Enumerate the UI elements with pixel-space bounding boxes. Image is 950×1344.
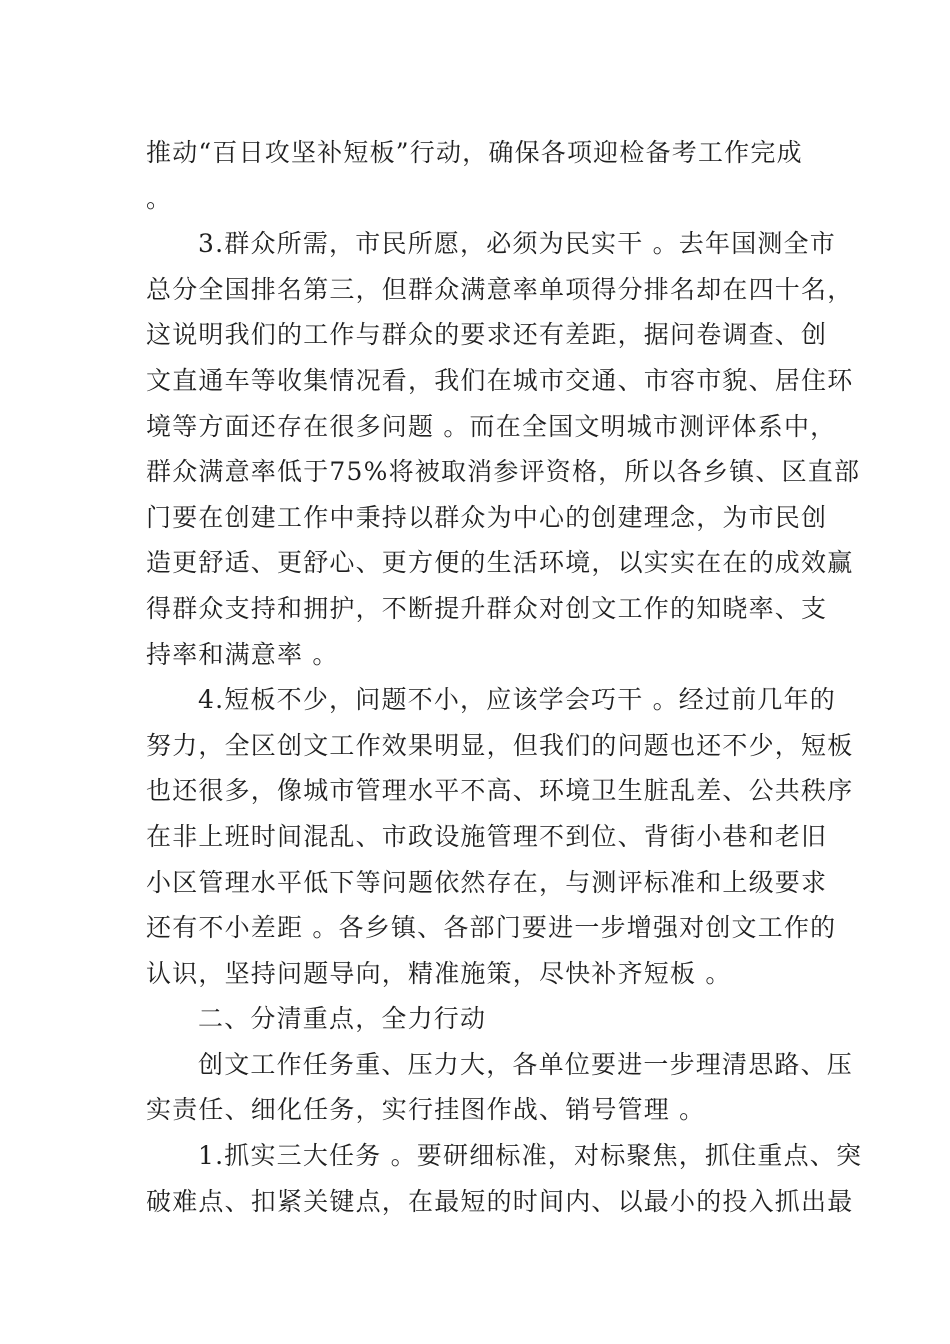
text-line: 门要在创建工作中秉持以群众为中心的创建理念，为市民创 <box>146 502 828 532</box>
text-line: 群众满意率低于75%将被取消参评资格，所以各乡镇、区直部 <box>146 457 861 487</box>
section-heading: 二、分清重点，全力行动 <box>198 1004 487 1034</box>
text-line: 实责任、细化任务，实行挂图作战、销号管理 。 <box>146 1095 706 1125</box>
text-line: 得群众支持和拥护，不断提升群众对创文工作的知晓率、支 <box>146 593 828 623</box>
text-line: 小区管理水平低下等问题依然存在，与测评标准和上级要求 <box>146 867 828 897</box>
text-line: 造更舒适、更舒心、更方便的生活环境，以实实在在的成效赢 <box>146 548 854 578</box>
text-line: 创文工作任务重、压力大，各单位要进一步理清思路、压 <box>198 1049 854 1079</box>
text-line: 1.抓实三大任务 。要研细标准，对标聚焦，抓住重点、突 <box>198 1141 863 1171</box>
text-line: 破难点、扣紧关键点，在最短的时间内、以最小的投入抓出最 <box>146 1186 854 1216</box>
text-line: 4.短板不少，问题不小，应该学会巧干 。经过前几年的 <box>198 685 837 715</box>
text-line: 还有不小差距 。各乡镇、各部门要进一步增强对创文工作的 <box>146 913 837 943</box>
text-line: 也还很多，像城市管理水平不高、环境卫生脏乱差、公共秩序 <box>146 776 854 806</box>
text-line: 在非上班时间混乱、市政设施管理不到位、背街小巷和老旧 <box>146 821 828 851</box>
text-line: 境等方面还存在很多问题 。而在全国文明城市测评体系中， <box>146 411 837 441</box>
document-body <box>146 130 863 1224</box>
text-line: 持率和满意率 。 <box>146 639 339 669</box>
text-line: 总分全国排名第三，但群众满意率单项得分排名却在四十名， <box>146 274 854 304</box>
text-line: 认识，坚持问题导向，精准施策，尽快补齐短板 。 <box>146 958 732 988</box>
text-line: 3.群众所需，市民所愿，必须为民实干 。去年国测全市 <box>198 229 837 259</box>
text-line: 文直通车等收集情况看，我们在城市交通、市容市貌、居住环 <box>146 365 854 395</box>
text-line: 这说明我们的工作与群众的要求还有差距，据问卷调查、创 <box>146 320 828 350</box>
text-line: 。 <box>146 183 173 213</box>
text-line: 努力，全区创文工作效果明显，但我们的问题也还不少，短板 <box>146 730 854 760</box>
text-line: 推动“百日攻坚补短板”行动，确保各项迎检备考工作完成 <box>146 138 803 167</box>
